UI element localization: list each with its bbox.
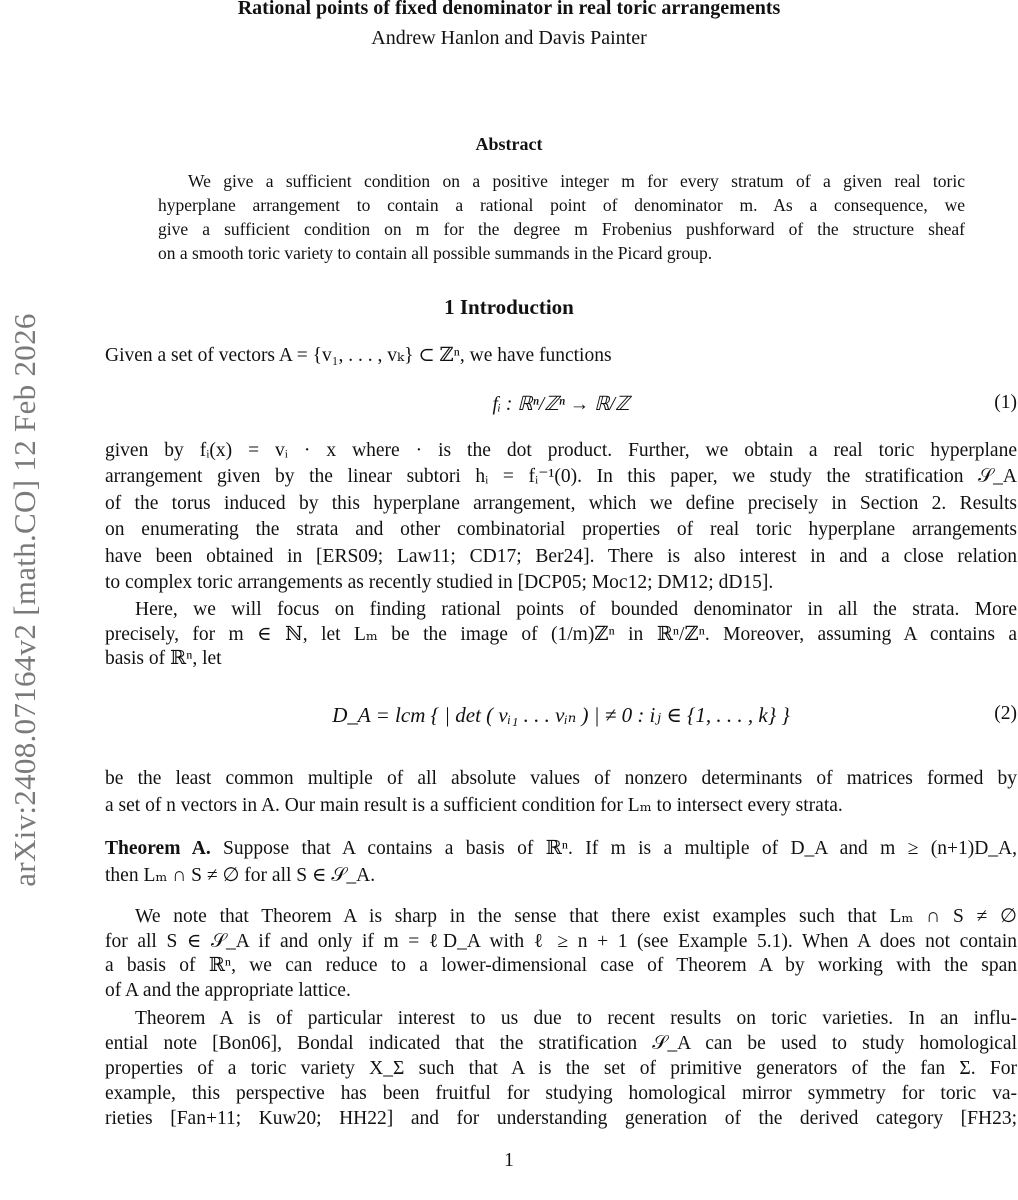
text-line: rieties [Fan+11; Kuw20; HH22] and for understanding generation of the derived category [FH23;	[105, 1108, 1017, 1129]
text-line: for all S ∈ 𝒮_A if and only if m = ℓD_A with ℓ ≥ n + 1 (see Example 5.1). When A does not contain	[105, 930, 1017, 952]
text-line: basis of ℝⁿ, let	[105, 648, 222, 669]
text-line: of A and the appropriate lattice.	[105, 980, 351, 1002]
theorem-text-line: Suppose that A contains a basis of ℝⁿ. If m is a multiple of D_A and m ≥ (n+1)D_A,	[210, 838, 1017, 859]
text-line: a basis of ℝⁿ, we can reduce to a lower-dimensional case of Theorem A by working with the span	[105, 955, 1017, 977]
text-line: have been obtained in [ERS09; Law11; CD17; Ber24]. There is also interest in and a close relation	[105, 545, 1017, 567]
equation-1-number: (1)	[994, 392, 1017, 413]
paragraph-intro	[105, 343, 1017, 369]
text-line: on a smooth toric variety to contain all possible summands in the Picard group.	[158, 243, 713, 263]
text-line: ential note [Bon06], Bondal indicated that the stratification 𝒮_A can be used to study homological	[105, 1033, 1017, 1054]
text-line: properties of a toric variety X_Σ such that A is the set of primitive generators of the fan Σ. For	[105, 1058, 1017, 1079]
text-line: example, this perspective has been fruitful for studying homological mirror symmetry for toric va-	[105, 1083, 1017, 1104]
equation-2	[105, 690, 1017, 750]
text-line: be the least common multiple of all absolute values of nonzero determinants of matrices formed by	[105, 768, 1017, 789]
theorem-text-line: then Lₘ ∩ S ≠ ∅ for all S ∈ 𝒮_A.	[105, 865, 376, 886]
text-line: Theorem A is of particular interest to us due to recent results on toric varieties. In an influ-	[135, 1008, 1017, 1029]
equation-1	[105, 392, 1017, 416]
abstract-body	[158, 169, 965, 265]
paragraph-sharpness	[105, 905, 1017, 1004]
text-line: We note that Theorem A is sharp in the sense that there exist examples such that Lₘ ∩ S ≠ ∅	[135, 906, 1017, 927]
paragraph-lcm	[105, 765, 1017, 819]
text-line: to complex toric arrangements as recently studied in [DCP05; Moc12; DM12; dD15].	[105, 572, 774, 594]
paragraph-toric-varieties	[105, 1006, 1017, 1131]
paragraph-rational-points	[105, 598, 1017, 672]
authors: Andrew Hanlon and Davis Painter	[371, 27, 647, 49]
text-line: give a sufficient condition on m for the degree m Frobenius pushforward of the structure sheaf	[158, 219, 965, 239]
text-line: given by fᵢ(x) = vᵢ · x where · is the dot product. Further, we obtain a real toric hyperplane	[105, 440, 1017, 461]
text-line: hyperplane arrangement to contain a rational point of denominator m. As a consequence, we	[158, 195, 965, 215]
theorem-a	[105, 835, 1017, 889]
theorem-label: Theorem A.	[105, 838, 211, 859]
text-line: of the torus induced by this hyperplane arrangement, which we define precisely in Section 2. Results	[105, 492, 1017, 514]
text-line: on enumerating the strata and other combinatorial properties of real toric hyperplane arrangements	[105, 519, 1017, 541]
equation-1-body: fᵢ : ℝⁿ/ℤⁿ → ℝ/ℤ	[492, 394, 630, 415]
text-line: arrangement given by the linear subtori hᵢ = fᵢ⁻¹(0). In this paper, we study the stratification 𝒮_A	[105, 466, 1017, 488]
page-number: 1	[504, 1150, 514, 1171]
text-line: Given a set of vectors A = {v₁, . . . , vₖ} ⊂ ℤⁿ, we have functions	[105, 345, 612, 366]
text-line: precisely, for m ∈ ℕ, let Lₘ be the image of (1/m)ℤⁿ in ℝⁿ/ℤⁿ. Moreover, assuming A contains a	[105, 623, 1017, 645]
equation-2-number: (2)	[994, 703, 1017, 724]
paper-title: Rational points of fixed denominator in real toric arrangements	[237, 0, 781, 19]
arxiv-identifier: arXiv:2408.07164v2 [math.CO] 12 Feb 2026	[7, 313, 42, 887]
paragraph-arrangement	[105, 438, 1017, 596]
section-heading-introduction: 1 Introduction	[444, 295, 574, 319]
equation-2-body: D_A = lcm { | det ( vᵢ₁ . . . vᵢₙ ) | ≠ 0 : iⱼ ∈ {1, . . . , k} }	[332, 703, 790, 727]
text-line: We give a sufficient condition on a positive integer m for every stratum of a given real toric	[188, 171, 965, 191]
abstract-heading: Abstract	[475, 134, 543, 154]
text-line: Here, we will focus on finding rational points of bounded denominator in all the strata. More	[135, 599, 1017, 620]
text-line: a set of n vectors in A. Our main result is a sufficient condition for Lₘ to intersect every strata.	[105, 795, 843, 816]
